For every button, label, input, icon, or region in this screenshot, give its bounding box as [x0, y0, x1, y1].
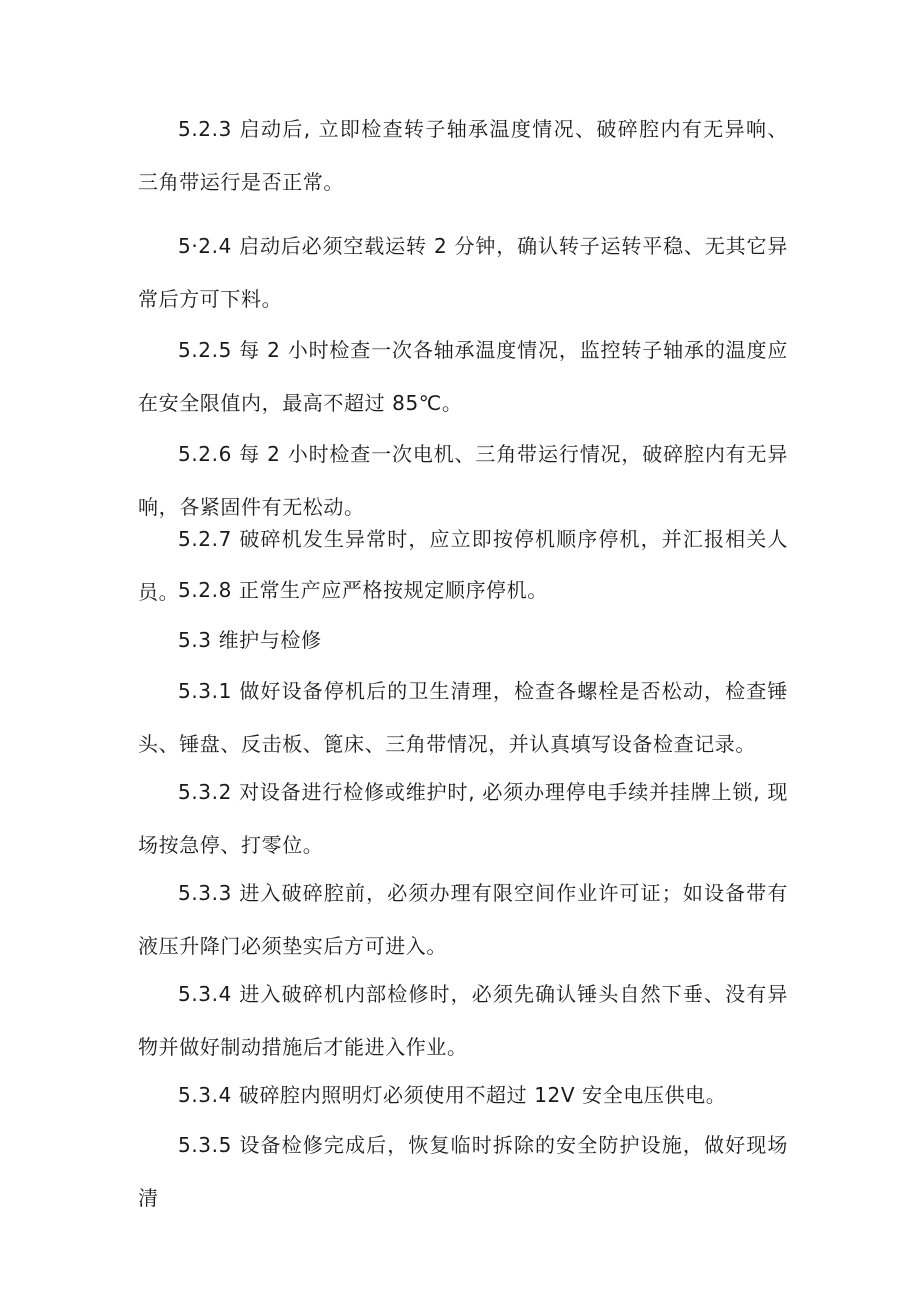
paragraph-5-2-6: 5.2.6 每 2 小时检查一次电机、三角带运行情况，破碎腔内有无异响，各紧固件有无松动。 [138, 442, 788, 519]
paragraph-5-2-4: 5·2.4 启动后必须空载运转 2 分钟，确认转子运转平稳、无其它异常后方可下料。 [138, 234, 788, 311]
paragraph-5-3-4-b: 5.3.4 破碎腔内照明灯必须使用不超过 12V 安全电压供电。 [178, 1083, 727, 1107]
paragraph-5-3-2: 5.3.2 对设备进行检修或维护时, 必须办理停电手续并挂牌上锁, 现场按急停、打零位。 [138, 780, 788, 857]
paragraph-5-2-5: 5.2.5 每 2 小时检查一次各轴承温度情况，监控转子轴承的温度应在安全限值内，最高不超过 85℃。 [138, 338, 788, 415]
paragraph-5-3-1: 5.3.1 做好设备停机后的卫生清理，检查各螺栓是否松动，检查锤头、锤盘、反击板、篦床、三角带情况，并认真填写设备检查记录。 [138, 679, 788, 756]
paragraph-5-3-4-a: 5.3.4 进入破碎机内部检修时，必须先确认锤头自然下垂、没有异物并做好制动措施后才能进入作业。 [138, 982, 788, 1059]
paragraph-5-3-3: 5.3.3 进入破碎腔前，必须办理有限空间作业许可证；如设备带有液压升降门必须垫实后方可进入。 [138, 881, 788, 958]
paragraph-5-2-8: 5.2.8 正常生产应严格按规定顺序停机。 [178, 578, 548, 602]
paragraph-5-2-7: 5.2.7 破碎机发生异常时，应立即按停机顺序停机，并汇报相关人员。 [138, 527, 788, 604]
paragraph-5-3-5: 5.3.5 设备检修完成后，恢复临时拆除的安全防护设施，做好现场清 [138, 1133, 788, 1210]
section-heading-5-3: 5.3 维护与检修 [178, 628, 322, 652]
paragraph-5-2-3: 5.2.3 启动后, 立即检查转子轴承温度情况、破碎腔内有无异响、三角带运行是否正常。 [138, 117, 788, 194]
